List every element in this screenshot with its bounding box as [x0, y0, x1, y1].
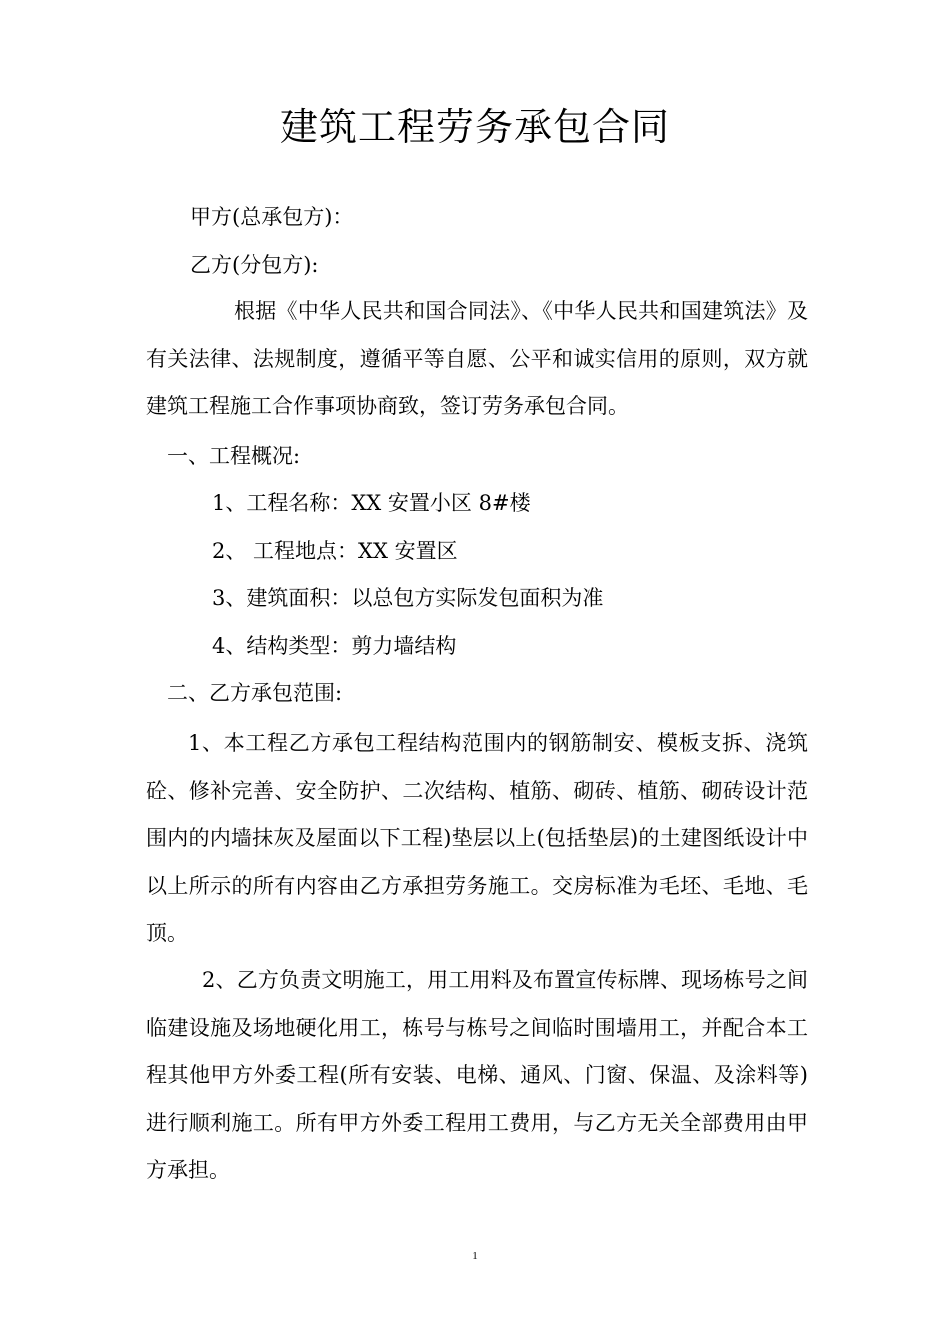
page-number: 1	[472, 1250, 478, 1262]
party-b-line: 乙方(分包方):	[190, 253, 319, 277]
section2-heading: 二、乙方承包范围:	[167, 681, 343, 705]
section1-item: 4、结构类型：剪力墙结构	[212, 634, 457, 658]
section1-item: 2、 工程地点：XX 安置区	[212, 539, 458, 563]
party-a-line: 甲方(总承包方)：	[190, 205, 354, 229]
section2-paragraph-1: 1、本工程乙方承包工程结构范围内的钢筋制安、模板支拆、浇筑砼、修补完善、安全防护、二次结构、植筋、砌砖、植筋、砌砖设计范围内的内墙抹灰及屋面以下工程)垫层以上(包括垫层)的土建图纸设计中以上所示的所有内容由乙方承担劳务施工。交房标准为毛坯、毛地、毛顶。	[146, 731, 808, 945]
section1-item: 1、工程名称：XX 安置小区 8#楼	[212, 491, 531, 515]
section2-paragraph-2: 2、乙方负责文明施工，用工用料及布置宣传标牌、现场栋号之间临建设施及场地硬化用工，栋号与栋号之间临时围墙用工，并配合本工程其他甲方外委工程(所有安装、电梯、通风、门窗、保温、及涂料等)进行顺利施工。所有甲方外委工程用工费用，与乙方无关全部费用由甲方承担。	[146, 968, 808, 1182]
section1-heading: 一、工程概况:	[167, 444, 301, 468]
intro-paragraph: 根据《中华人民共和国合同法》、《中华人民共和国建筑法》及有关法律、法规制度，遵循平等自愿、公平和诚实信用的原则，双方就建筑工程施工合作事项协商致，签订劳务承包合同。	[146, 299, 808, 418]
document-title: 建筑工程劳务承包合同	[279, 105, 670, 149]
section1-item: 3、建筑面积：以总包方实际发包面积为准	[212, 586, 604, 610]
